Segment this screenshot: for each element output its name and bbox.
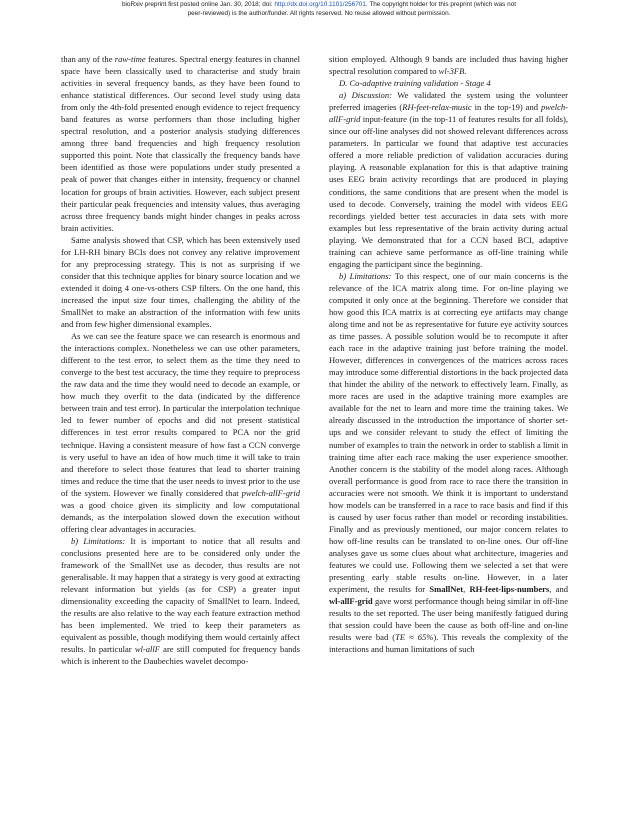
text: input-feature (in the top-11 of features results for all folds), since our off-line analyses did not showed relevant differences across parameters. In particular we found that adaptive test accuracies offered a more reliable prediction of validation accuracies during playing. A reasonable explanation for this is that adaptive training uses EEG brain activity recordings that are produced in playing conditions, the same conditions that are present when the model is used to decode. Conversely, training the model with videos EEG recordings yielded better test accuracies in data sets with more examples but less representative of the brain activity during actual playing. We demonstrated that for a CCN based BCI, adaptive training can achieve same performance as off-line training while engaging the participant since the beginning.	[329, 114, 568, 269]
header-line-2: peer-reviewed) is the author/funder. All rights reserved. No reuse allowed without permission.	[187, 9, 451, 17]
bold-term: wl-allF-grid	[329, 596, 373, 607]
text: than any of the	[61, 54, 115, 64]
italic-term: pwelch-allF-grid	[329, 102, 569, 125]
text: ,	[463, 584, 470, 595]
text: features. Spectral energy features in channel space have been classically used to characterise and study brain activities in several frequency bands, as they have been found to enhance statistical differences. Our second level study using data from only the 4th-fold presented enough evidence to reject frequency band features as worse performers than those including higher spectral resolution, and a posterior analysis studying differences among three band frequencies and high frequency resolution supported this point. Note that classically the frequency bands have been identified as those were populations under study presented a peak of power that changes either in intensity, frequency or channel location for groups of brain activities. However, each subject present their particular peak frequencies and intensity values, thus averaging across three frequency bands might hinder changes in peaks across brain activities.	[61, 54, 300, 233]
text: are still computed for frequency bands which is inherent to the Daubechies wavelet decompo-	[61, 644, 300, 667]
italic-term: raw-time	[114, 54, 146, 64]
text: ). This reveals the complexity of the interactions and human limitations of such	[329, 632, 568, 655]
math-expression: TE ≈ 65%	[395, 632, 434, 643]
doi-link[interactable]: http://dx.doi.org/10.1101/256701	[274, 1, 366, 8]
subsection-label: b) Limitations:	[339, 270, 392, 281]
paragraph	[329, 270, 568, 656]
bold-term: RH-feet-lips-numbers	[469, 584, 550, 595]
paragraph	[329, 53, 568, 77]
right-column	[329, 53, 568, 655]
text: in the top-19) and	[471, 102, 541, 113]
header-text: . The copyright holder for this preprint (which was not	[365, 1, 517, 8]
text: As we can see the feature space we can research is enormous and the interactions complex. Nonetheless we can use other parameters, different to the test error, to select them as the time they need to converge to the best test accuracy, the time they require to preprocess the raw data and the time they would need to decode an example, or how much they overfit to the data (indicated by the difference between train and test error). In particular the interpolation technique led to fewer number of epochs and did not present statistical differences in test error results compared to PCA nor the grid technique. Having a consistent measure of how fast a CCN converge is very useful to have an idea of how much time it will take to train and therefore to select those features that lead to shorter training times and reduce the time that the user needs to invest prior to the use of the system. However we finally considered that	[61, 331, 300, 498]
text: It is important to notice that all results and conclusions presented here are to be considered only under the framework of the SmallNet use as decoder, thus results are not generalisable. It may happen that a strategy is very good at extracting relevant information but yields (as for CSP) a greater input dimensionality exceeding the capacity of SmallNet to learn. Indeed, the results are also relative to the way each feature extraction method has been implemented. We tried to keep their parameters as equivalent as possible, though modifying them would certainly affect results. In particular	[61, 535, 300, 655]
section-heading: D. Co-adaptive training validation - Stage 4	[339, 78, 491, 89]
subsection-label: a) Discussion:	[339, 90, 392, 101]
text: was a good choice given its simplicity and low computational demands, as the interpolation slowed down the execution without offering clear advantages in accuracies.	[61, 499, 300, 534]
text: To this respect, one of our main concerns is the relevance of the ICA matrix along time. For on-line playing we computed it only once at the beginning. Therefore we consider that how good this ICA matrix is at correcting eye artifacts may change along time and not be as representative for future eye activity sources as time passes. A possible solution would be to recompute it after each race in the adaptive training just before training the model. However, differences in convergences of the matrices across races may introduce some differential distortions in the back projected data that hinder the ability of the network to effectively learn. Finally, as more races are used in the adaptive training more examples are available for the net to learn and more time the training takes. We already discussed in the introduction the importance of shorter set-ups and we consider relevant to study the effect of limiting the number of examples to train the network in order to stablish a limit in training time after each race making the user experience smoother. Another concern is the stability of the model along races. Although overall performance is good from race to race there the transition in accuracies were not smooth. We think it is important to understand how models can be transferred in a race to race basis and find if this is caused by user focus rather than model or recording instabilities. Finally and as previously mentioned, our major concern relates to how off-line results can be translated to on-line ones. Our off-line analyses gave us some clues about what architecture, imageries and features we could use. Following them we selected a set that were presenting early stable results on-line. However, in a later experiment, the results for	[329, 270, 568, 595]
text: gave worst performance though being similar in off-line results to the set reported. The user being manifestly fatigued during that session could have been the cause as both off-line and on-line results were bad (	[329, 596, 568, 643]
italic-term: RH-feet-relax-music	[402, 102, 472, 113]
bold-term: SmallNet	[429, 584, 464, 595]
paragraph: Same analysis showed that CSP, which has been extensively used for LH-RH binary BCIs does not convey any relative improvement for any preprocessing strategy. This is not as surprising if we consider that this technique applies for binary source location and we extended it doing 4 one-vs-others CSP filters. On the one hand, this increased the input size four times, challenging the ability of the SmallNet to make an abstraction of the information with few units and from few higher dimensional examples.	[61, 234, 300, 330]
preprint-header	[0, 1, 638, 18]
italic-term: wl-allF	[134, 644, 160, 655]
paragraph	[329, 89, 568, 270]
paragraph	[61, 53, 300, 234]
italic-term: pwelch-allF-grid	[241, 487, 300, 498]
subsection-label: b) Limitations:	[71, 535, 126, 546]
text: .	[464, 66, 467, 77]
paragraph	[61, 535, 300, 668]
paragraph	[61, 330, 300, 535]
header-text: bioRxiv preprint first posted online Jan. 30, 2018; doi:	[121, 1, 275, 8]
text: We validated the system using the volunteer preferred imageries (	[329, 90, 568, 113]
left-column	[61, 53, 300, 667]
text: , and	[549, 584, 568, 595]
text: sition employed. Although 9 bands are included thus having higher spectral resolution compared to	[329, 54, 568, 77]
italic-term: wl-3FB	[438, 66, 465, 77]
header-line-1	[0, 1, 638, 10]
